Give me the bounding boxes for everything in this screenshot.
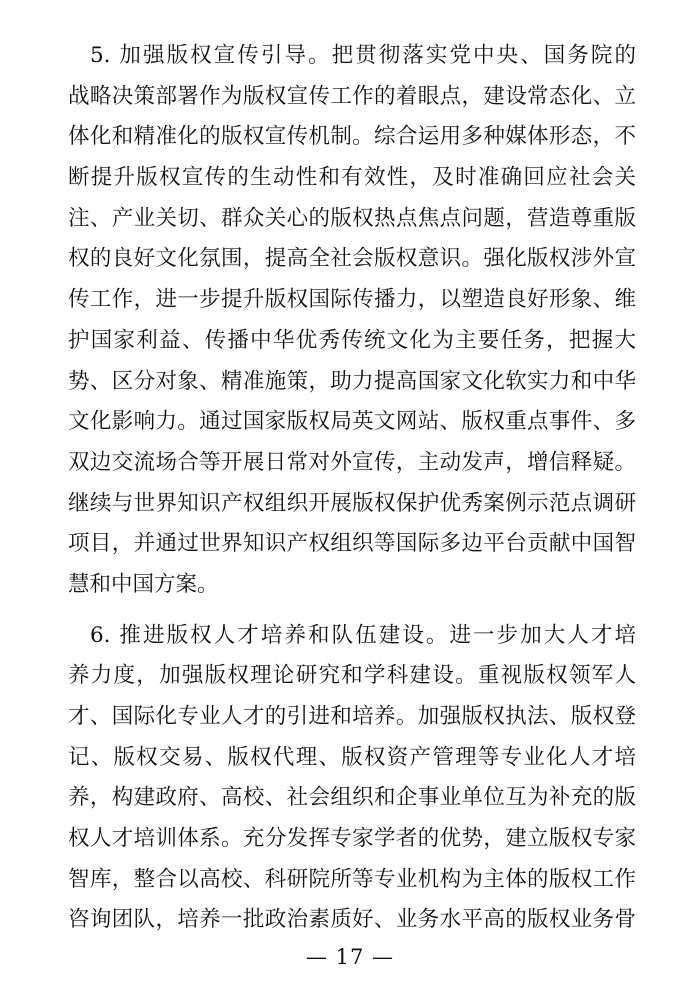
text-line: 传工作，进一步提升版权国际传播力，以塑造良好形象、维 [68, 287, 636, 313]
paragraph-talent-cultivation [68, 616, 636, 942]
text-line: 养力度，加强版权理论研究和学科建设。重视版权领军人 [68, 663, 636, 689]
text-line: 断提升版权宣传的生动性和有效性，及时准确回应社会关 [68, 165, 636, 191]
text-line: 护国家利益、传播中华优秀传统文化为主要任务，把握大 [68, 327, 636, 353]
text-line: 咨询团队，培养一批政治素质好、业务水平高的版权业务骨 [68, 907, 636, 933]
text-line: 文化影响力。通过国家版权局英文网站、版权重点事件、多 [68, 409, 636, 435]
text-line: 才、国际化专业人才的引进和培养。加强版权执法、版权登 [68, 704, 636, 729]
text-line: 体化和精准化的版权宣传机制。综合运用多种媒体形态，不 [68, 124, 636, 150]
page-number: — 17 — [305, 945, 395, 969]
paragraph-copyright-publicity [68, 36, 636, 606]
text-line: 权人才培训体系。充分发挥专家学者的优势，建立版权专家 [68, 826, 636, 852]
text-line: 注、产业关切、群众关心的版权热点焦点问题，营造尊重版 [68, 205, 636, 231]
text-line: 继续与世界知识产权组织开展版权保护优秀案例示范点调研 [68, 490, 636, 516]
text-line: 智库，整合以高校、科研院所等专业机构为主体的版权工作 [68, 866, 636, 892]
text-line: 战略决策部署作为版权宣传工作的着眼点，建设常态化、立 [68, 83, 636, 109]
text-line: 6. 推进版权人才培养和队伍建设。进一步加大人才培 [90, 622, 636, 648]
text-line: 权的良好文化氛围，提高全社会版权意识。强化版权涉外宣 [68, 246, 636, 272]
text-line: 双边交流场合等开展日常对外宣传，主动发声，增信释疑。 [68, 449, 636, 475]
text-line: 项目，并通过世界知识产权组织等国际多边平台贡献中国智 [68, 531, 636, 557]
text-line: 5. 加强版权宣传引导。把贯彻落实党中央、国务院的 [90, 43, 636, 68]
text-line: 慧和中国方案。 [68, 571, 219, 597]
text-line: 养，构建政府、高校、社会组织和企事业单位互为补充的版 [68, 785, 636, 811]
document-body [68, 36, 636, 941]
text-line: 势、区分对象、精准施策，助力提高国家文化软实力和中华 [68, 368, 636, 394]
paragraph-gap [68, 606, 636, 616]
text-line: 记、版权交易、版权代理、版权资产管理等专业化人才培 [68, 744, 636, 770]
